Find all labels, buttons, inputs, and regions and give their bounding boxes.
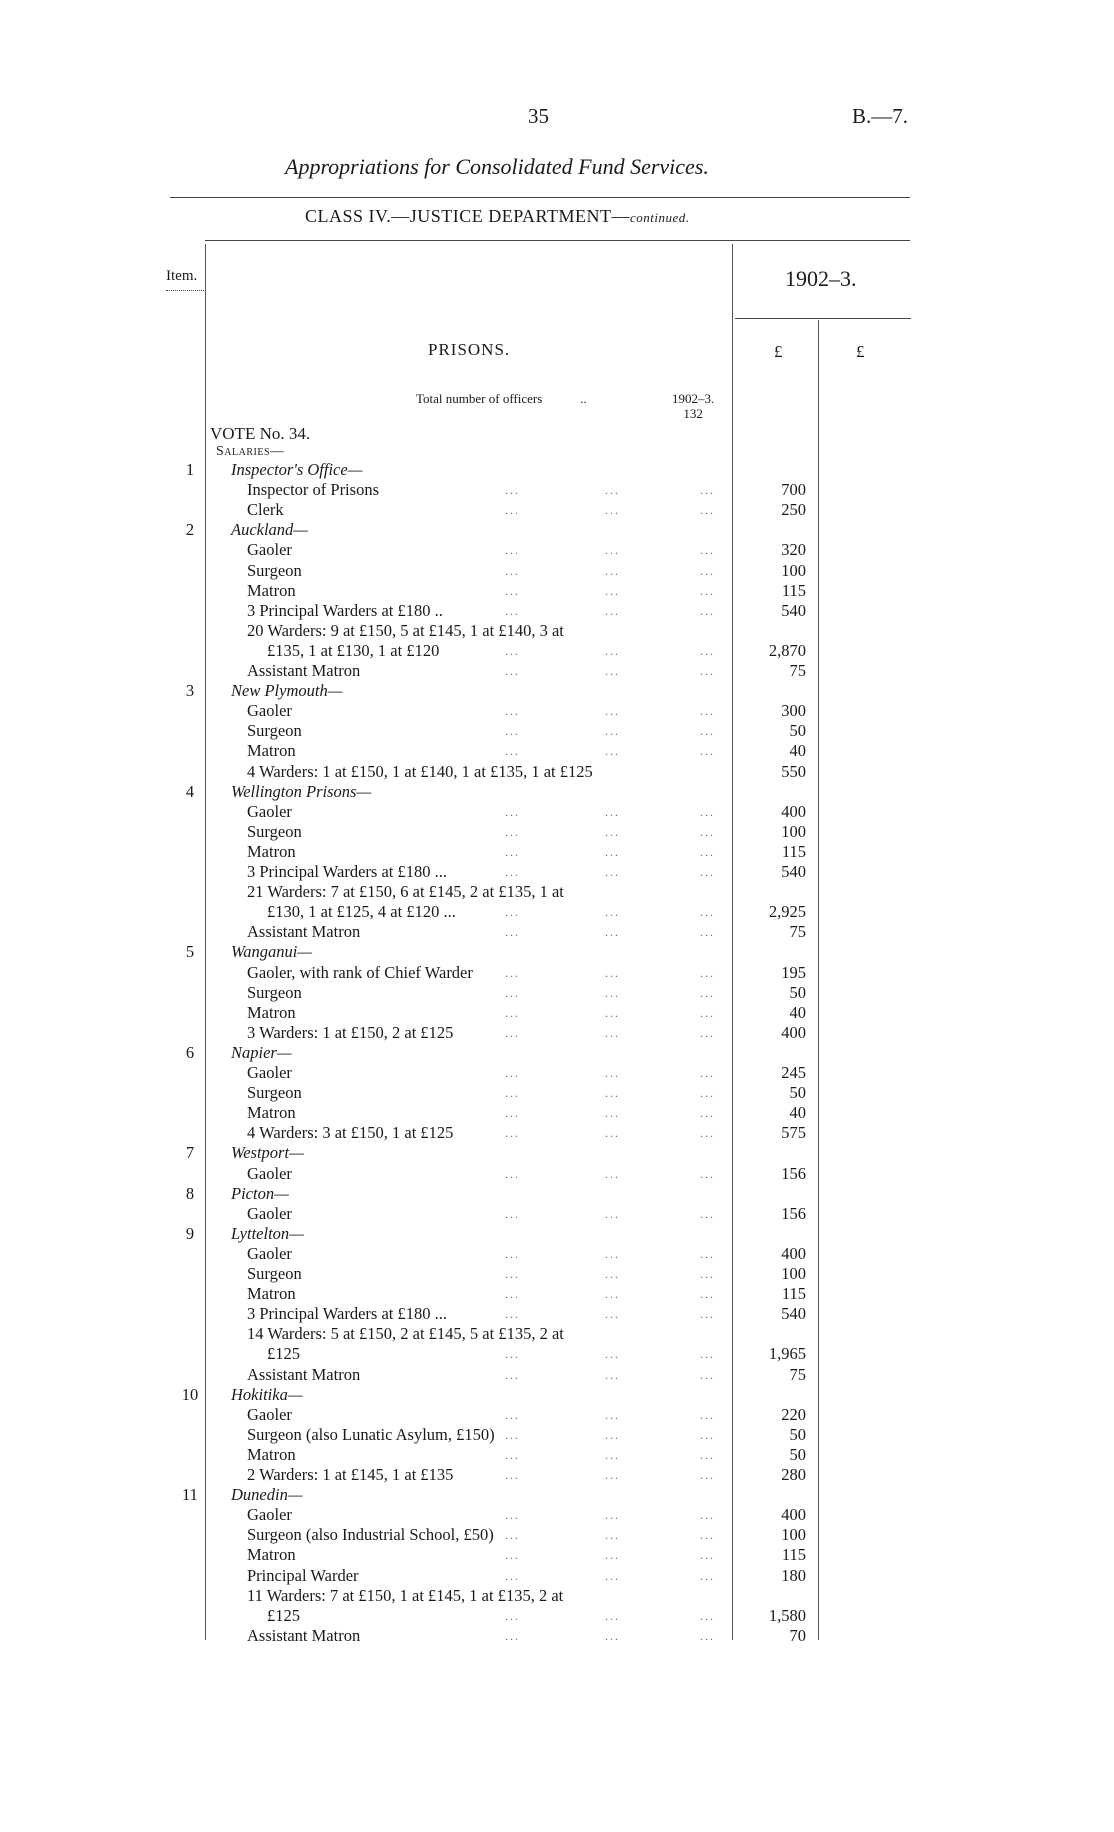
row-description: Surgeon bbox=[247, 982, 302, 1002]
row-amount: 115 bbox=[781, 580, 806, 600]
table-row: Assistant Matron ... ... ... 70 bbox=[247, 1625, 806, 1645]
item-number: 5 bbox=[185, 942, 195, 962]
table-row: Surgeon ... ... ... 50 bbox=[247, 982, 806, 1002]
prison-name: Wanganui— bbox=[231, 942, 312, 962]
row-description: Matron bbox=[247, 1002, 296, 1022]
row-description: Surgeon (also Lunatic Asylum, £150) bbox=[247, 1424, 495, 1444]
class-heading-text: CLASS IV.—JUSTICE DEPARTMENT— bbox=[305, 206, 630, 226]
table-row: Surgeon ... ... ... 100 bbox=[247, 560, 806, 580]
row-description: Surgeon bbox=[247, 1264, 302, 1283]
row-description: Assistant Matron bbox=[247, 661, 361, 680]
row-amount: 320 bbox=[781, 540, 806, 560]
row-amount: 100 bbox=[781, 1525, 806, 1545]
row-description: 4 Warders: 1 at £150, 1 at £140, 1 at £135, 1 at £125 bbox=[247, 761, 593, 781]
officers-count: 132 bbox=[683, 406, 703, 421]
officers-label bbox=[416, 391, 587, 407]
row-amount: 540 bbox=[781, 862, 806, 881]
table-row: Assistant Matron ... ... ... 75 bbox=[247, 1364, 806, 1384]
row-amount: 156 bbox=[781, 1163, 806, 1183]
prison-name: Inspector's Office— bbox=[231, 460, 363, 479]
row-description: Inspector of Prisons bbox=[247, 480, 379, 500]
row-description: Matron bbox=[247, 1545, 296, 1565]
row-description: Matron bbox=[247, 1444, 296, 1464]
header-top-rule bbox=[205, 240, 910, 241]
row-description: Matron bbox=[247, 841, 296, 861]
row-description: Matron bbox=[247, 741, 296, 761]
prison-name: Hokitika— bbox=[231, 1384, 303, 1404]
row-description: 3 Principal Warders at £180 .. bbox=[247, 600, 443, 620]
row-description: Surgeon bbox=[247, 560, 302, 580]
row-description: 4 Warders: 3 at £150, 1 at £125 bbox=[247, 1123, 454, 1143]
row-amount: 700 bbox=[781, 480, 806, 500]
officers-label-text: Total number of officers bbox=[416, 391, 543, 406]
table-row: Gaoler ... ... ... 300 bbox=[247, 701, 806, 721]
officers-year: 1902–3. bbox=[672, 391, 715, 406]
row-amount: 245 bbox=[781, 1063, 806, 1082]
table-row: 3 Principal Warders at £180 ... ... ... ... 540 bbox=[247, 862, 806, 881]
table-group-row bbox=[0, 1043, 1114, 1063]
table-row: Surgeon ... ... ... 100 bbox=[247, 821, 806, 841]
row-description: 11 Warders: 7 at £150, 1 at £145, 1 at £135, 2 at bbox=[247, 1585, 564, 1605]
table-row: Gaoler ... ... ... 400 bbox=[247, 1243, 806, 1263]
table-row: Gaoler ... ... ... 156 bbox=[247, 1163, 806, 1183]
row-amount: 50 bbox=[789, 1444, 806, 1464]
table-group-row bbox=[0, 1224, 1114, 1244]
table-row: Gaoler ... ... ... 320 bbox=[247, 540, 806, 560]
officers-year-block bbox=[672, 391, 714, 421]
item-header-rule bbox=[166, 290, 206, 291]
year-header-rule bbox=[735, 318, 911, 319]
table-row bbox=[0, 1324, 1114, 1344]
table-row: Gaoler ... ... ... 400 bbox=[247, 801, 806, 821]
table-row: £130, 1 at £125, 4 at £120 ... ... ... ... 2,925 bbox=[267, 902, 806, 922]
table-row: Gaoler ... ... ... 245 bbox=[247, 1063, 806, 1082]
class-heading-continued: continued. bbox=[629, 210, 690, 225]
row-amount: 280 bbox=[781, 1465, 806, 1484]
row-description: Gaoler bbox=[247, 801, 292, 821]
pound-column-right: £ bbox=[856, 342, 865, 361]
row-description: Gaoler bbox=[247, 701, 292, 721]
table-row: Matron ... ... ... 40 bbox=[247, 741, 806, 761]
table-group-row bbox=[0, 1184, 1114, 1204]
table-row: Matron ... ... ... 115 bbox=[247, 580, 806, 600]
row-description: 20 Warders: 9 at £150, 5 at £145, 1 at £140, 3 at bbox=[247, 620, 564, 640]
row-description: 3 Principal Warders at £180 ... bbox=[247, 862, 447, 881]
row-amount: 40 bbox=[789, 1002, 806, 1022]
table-group-row bbox=[0, 782, 1114, 802]
item-number: 6 bbox=[185, 1042, 195, 1062]
row-amount: 50 bbox=[789, 721, 806, 741]
salaries-heading: Salaries— bbox=[216, 444, 285, 459]
table-row: Surgeon ... ... ... 50 bbox=[247, 1083, 806, 1103]
table-row: Matron ... ... ... 50 bbox=[247, 1444, 806, 1464]
table-group-row bbox=[0, 942, 1114, 962]
table-row bbox=[0, 762, 1114, 782]
row-amount: 75 bbox=[789, 1364, 806, 1384]
table-row: Matron ... ... ... 40 bbox=[247, 1103, 806, 1123]
row-description: Clerk bbox=[247, 500, 284, 520]
row-description: 3 Warders: 1 at £150, 2 at £125 bbox=[247, 1022, 454, 1042]
row-description: Assistant Matron bbox=[247, 1625, 361, 1645]
row-amount: 100 bbox=[781, 560, 806, 580]
officers-dots: .. bbox=[580, 391, 587, 406]
table-row: Surgeon ... ... ... 100 bbox=[247, 1264, 806, 1283]
row-amount: 40 bbox=[789, 1103, 806, 1123]
pound-column-left: £ bbox=[774, 342, 783, 361]
table-row: Surgeon ... ... ... 50 bbox=[247, 721, 806, 741]
row-description: £130, 1 at £125, 4 at £120 ... bbox=[267, 902, 456, 922]
section-title: PRISONS. bbox=[428, 340, 511, 359]
table-group-row bbox=[0, 681, 1114, 701]
row-amount: 40 bbox=[789, 741, 806, 761]
item-number: 3 bbox=[185, 681, 195, 701]
row-amount: 540 bbox=[781, 1304, 806, 1324]
row-description: Gaoler bbox=[247, 1243, 292, 1263]
table-row: Assistant Matron ... ... ... 75 bbox=[247, 661, 806, 680]
row-description: Gaoler bbox=[247, 1163, 292, 1183]
row-amount: 300 bbox=[781, 701, 806, 721]
row-description: Assistant Matron bbox=[247, 1364, 361, 1384]
row-amount: 400 bbox=[781, 1022, 806, 1042]
table-row: Matron ... ... ... 115 bbox=[247, 841, 806, 861]
table-row: Gaoler ... ... ... 156 bbox=[247, 1203, 806, 1223]
table-row: Inspector of Prisons ... ... ... 700 bbox=[247, 480, 806, 500]
table-row: Clerk ... ... ... 250 bbox=[247, 500, 806, 520]
row-amount: 115 bbox=[781, 1284, 806, 1304]
row-amount: 75 bbox=[789, 922, 806, 942]
row-amount: 400 bbox=[781, 1505, 806, 1525]
table-row: 3 Warders: 1 at £150, 2 at £125 ... ... ... 400 bbox=[247, 1022, 806, 1042]
row-description: Gaoler bbox=[247, 1203, 292, 1223]
table-row bbox=[0, 1586, 1114, 1606]
title-rule bbox=[170, 197, 910, 198]
row-description: Matron bbox=[247, 1103, 296, 1123]
row-amount: 70 bbox=[789, 1625, 806, 1645]
table-group-row bbox=[0, 1143, 1114, 1163]
table-group-row bbox=[0, 1385, 1114, 1405]
row-amount: 195 bbox=[781, 962, 806, 982]
row-amount: 1,580 bbox=[768, 1605, 806, 1625]
row-amount: 180 bbox=[781, 1565, 806, 1585]
table-row: Gaoler ... ... ... 220 bbox=[247, 1404, 806, 1424]
prison-name: Dunedin— bbox=[231, 1485, 303, 1505]
prison-name: New Plymouth— bbox=[231, 681, 343, 701]
row-amount: 2,870 bbox=[768, 640, 806, 660]
row-amount: 115 bbox=[781, 1545, 806, 1565]
row-description: Surgeon (also Industrial School, £50) bbox=[247, 1525, 494, 1545]
item-number: 9 bbox=[185, 1223, 195, 1243]
table-row: Matron ... ... ... 115 bbox=[247, 1284, 806, 1304]
row-description: Surgeon bbox=[247, 721, 302, 741]
item-number: 2 bbox=[185, 520, 195, 540]
prison-name: Westport— bbox=[231, 1143, 304, 1163]
row-description: Matron bbox=[247, 1284, 296, 1304]
row-description: 14 Warders: 5 at £150, 2 at £145, 5 at £135, 2 at bbox=[247, 1324, 564, 1344]
year-column-header: 1902–3. bbox=[785, 266, 857, 291]
item-number: 7 bbox=[185, 1143, 195, 1163]
row-amount: 115 bbox=[781, 841, 806, 861]
table-row: £135, 1 at £130, 1 at £120 ... ... ... 2,870 bbox=[267, 640, 806, 660]
table-row: Matron ... ... ... 40 bbox=[247, 1002, 806, 1022]
prison-name: Wellington Prisons— bbox=[231, 781, 372, 801]
item-number: 11 bbox=[182, 1485, 198, 1505]
class-heading bbox=[305, 206, 689, 227]
row-amount: 100 bbox=[781, 821, 806, 841]
row-amount: 50 bbox=[789, 982, 806, 1002]
row-description: 3 Principal Warders at £180 ... bbox=[247, 1304, 447, 1324]
row-description: 21 Warders: 7 at £150, 6 at £145, 2 at £135, 1 at bbox=[247, 882, 564, 902]
row-description: £125 bbox=[267, 1605, 300, 1625]
table-row: Surgeon (also Industrial School, £50) ... ... ... 100 bbox=[247, 1525, 806, 1545]
table-row: Surgeon (also Lunatic Asylum, £150) ... ... ... 50 bbox=[247, 1424, 806, 1444]
row-description: Gaoler bbox=[247, 540, 292, 560]
row-description: Principal Warder bbox=[247, 1565, 359, 1585]
table-row: Assistant Matron ... ... ... 75 bbox=[247, 922, 806, 942]
table-row: 4 Warders: 3 at £150, 1 at £125 ... ... ... 575 bbox=[247, 1123, 806, 1143]
table-row bbox=[0, 621, 1114, 641]
document-reference: B.—7. bbox=[852, 104, 909, 128]
row-description: Surgeon bbox=[247, 821, 302, 841]
item-number: 4 bbox=[185, 781, 195, 801]
item-column-header: Item. bbox=[166, 268, 198, 284]
table-row: Gaoler ... ... ... 400 bbox=[247, 1505, 806, 1525]
table-row: 3 Principal Warders at £180 ... ... ... ... 540 bbox=[247, 1304, 806, 1324]
row-description: Gaoler bbox=[247, 1505, 292, 1525]
prison-name: Auckland— bbox=[231, 520, 308, 540]
vote-number: VOTE No. 34. bbox=[210, 424, 311, 443]
table-group-row bbox=[0, 1485, 1114, 1505]
row-amount: 50 bbox=[789, 1424, 806, 1444]
table-row bbox=[0, 882, 1114, 902]
row-amount: 550 bbox=[781, 761, 806, 781]
row-amount: 50 bbox=[789, 1083, 806, 1103]
item-number: 10 bbox=[181, 1384, 199, 1404]
table-row: Matron ... ... ... 115 bbox=[247, 1545, 806, 1565]
page-title: Appropriations for Consolidated Fund Services. bbox=[285, 154, 709, 179]
row-amount: 75 bbox=[789, 661, 806, 680]
row-description: £135, 1 at £130, 1 at £120 bbox=[267, 640, 440, 660]
row-amount: 100 bbox=[781, 1264, 806, 1283]
row-description: Gaoler bbox=[247, 1063, 292, 1082]
prison-name: Lyttelton— bbox=[231, 1223, 304, 1243]
row-description: Gaoler bbox=[247, 1404, 292, 1424]
row-description: Surgeon bbox=[247, 1083, 302, 1103]
row-description: 2 Warders: 1 at £145, 1 at £135 bbox=[247, 1465, 454, 1484]
table-row: Principal Warder ... ... ... 180 bbox=[247, 1565, 806, 1585]
row-amount: 156 bbox=[781, 1203, 806, 1223]
table-group-row bbox=[0, 520, 1114, 540]
prison-name: Picton— bbox=[231, 1183, 289, 1203]
row-amount: 540 bbox=[781, 600, 806, 620]
row-amount: 250 bbox=[781, 500, 806, 520]
row-amount: 575 bbox=[781, 1123, 806, 1143]
item-number: 1 bbox=[185, 460, 195, 479]
row-amount: 220 bbox=[781, 1404, 806, 1424]
row-description: Gaoler, with rank of Chief Warder bbox=[247, 962, 473, 982]
page-number: 35 bbox=[528, 104, 549, 128]
table-row: 3 Principal Warders at £180 .. ... ... ... 540 bbox=[247, 600, 806, 620]
row-description: Matron bbox=[247, 580, 296, 600]
table-group-row bbox=[0, 460, 1114, 480]
item-number: 8 bbox=[185, 1183, 195, 1203]
table-row: £125 ... ... ... 1,965 bbox=[267, 1344, 806, 1364]
prison-name: Napier— bbox=[231, 1042, 292, 1062]
row-description: Assistant Matron bbox=[247, 922, 361, 942]
row-amount: 1,965 bbox=[768, 1344, 806, 1364]
table-row: Gaoler, with rank of Chief Warder ... ... ... 195 bbox=[247, 962, 806, 982]
table-row: £125 ... ... ... 1,580 bbox=[267, 1605, 806, 1625]
row-amount: 2,925 bbox=[768, 902, 806, 922]
row-amount: 400 bbox=[781, 1243, 806, 1263]
row-amount: 400 bbox=[781, 801, 806, 821]
table-row: 2 Warders: 1 at £145, 1 at £135 ... ... ... 280 bbox=[247, 1465, 806, 1484]
row-description: £125 bbox=[267, 1344, 300, 1364]
